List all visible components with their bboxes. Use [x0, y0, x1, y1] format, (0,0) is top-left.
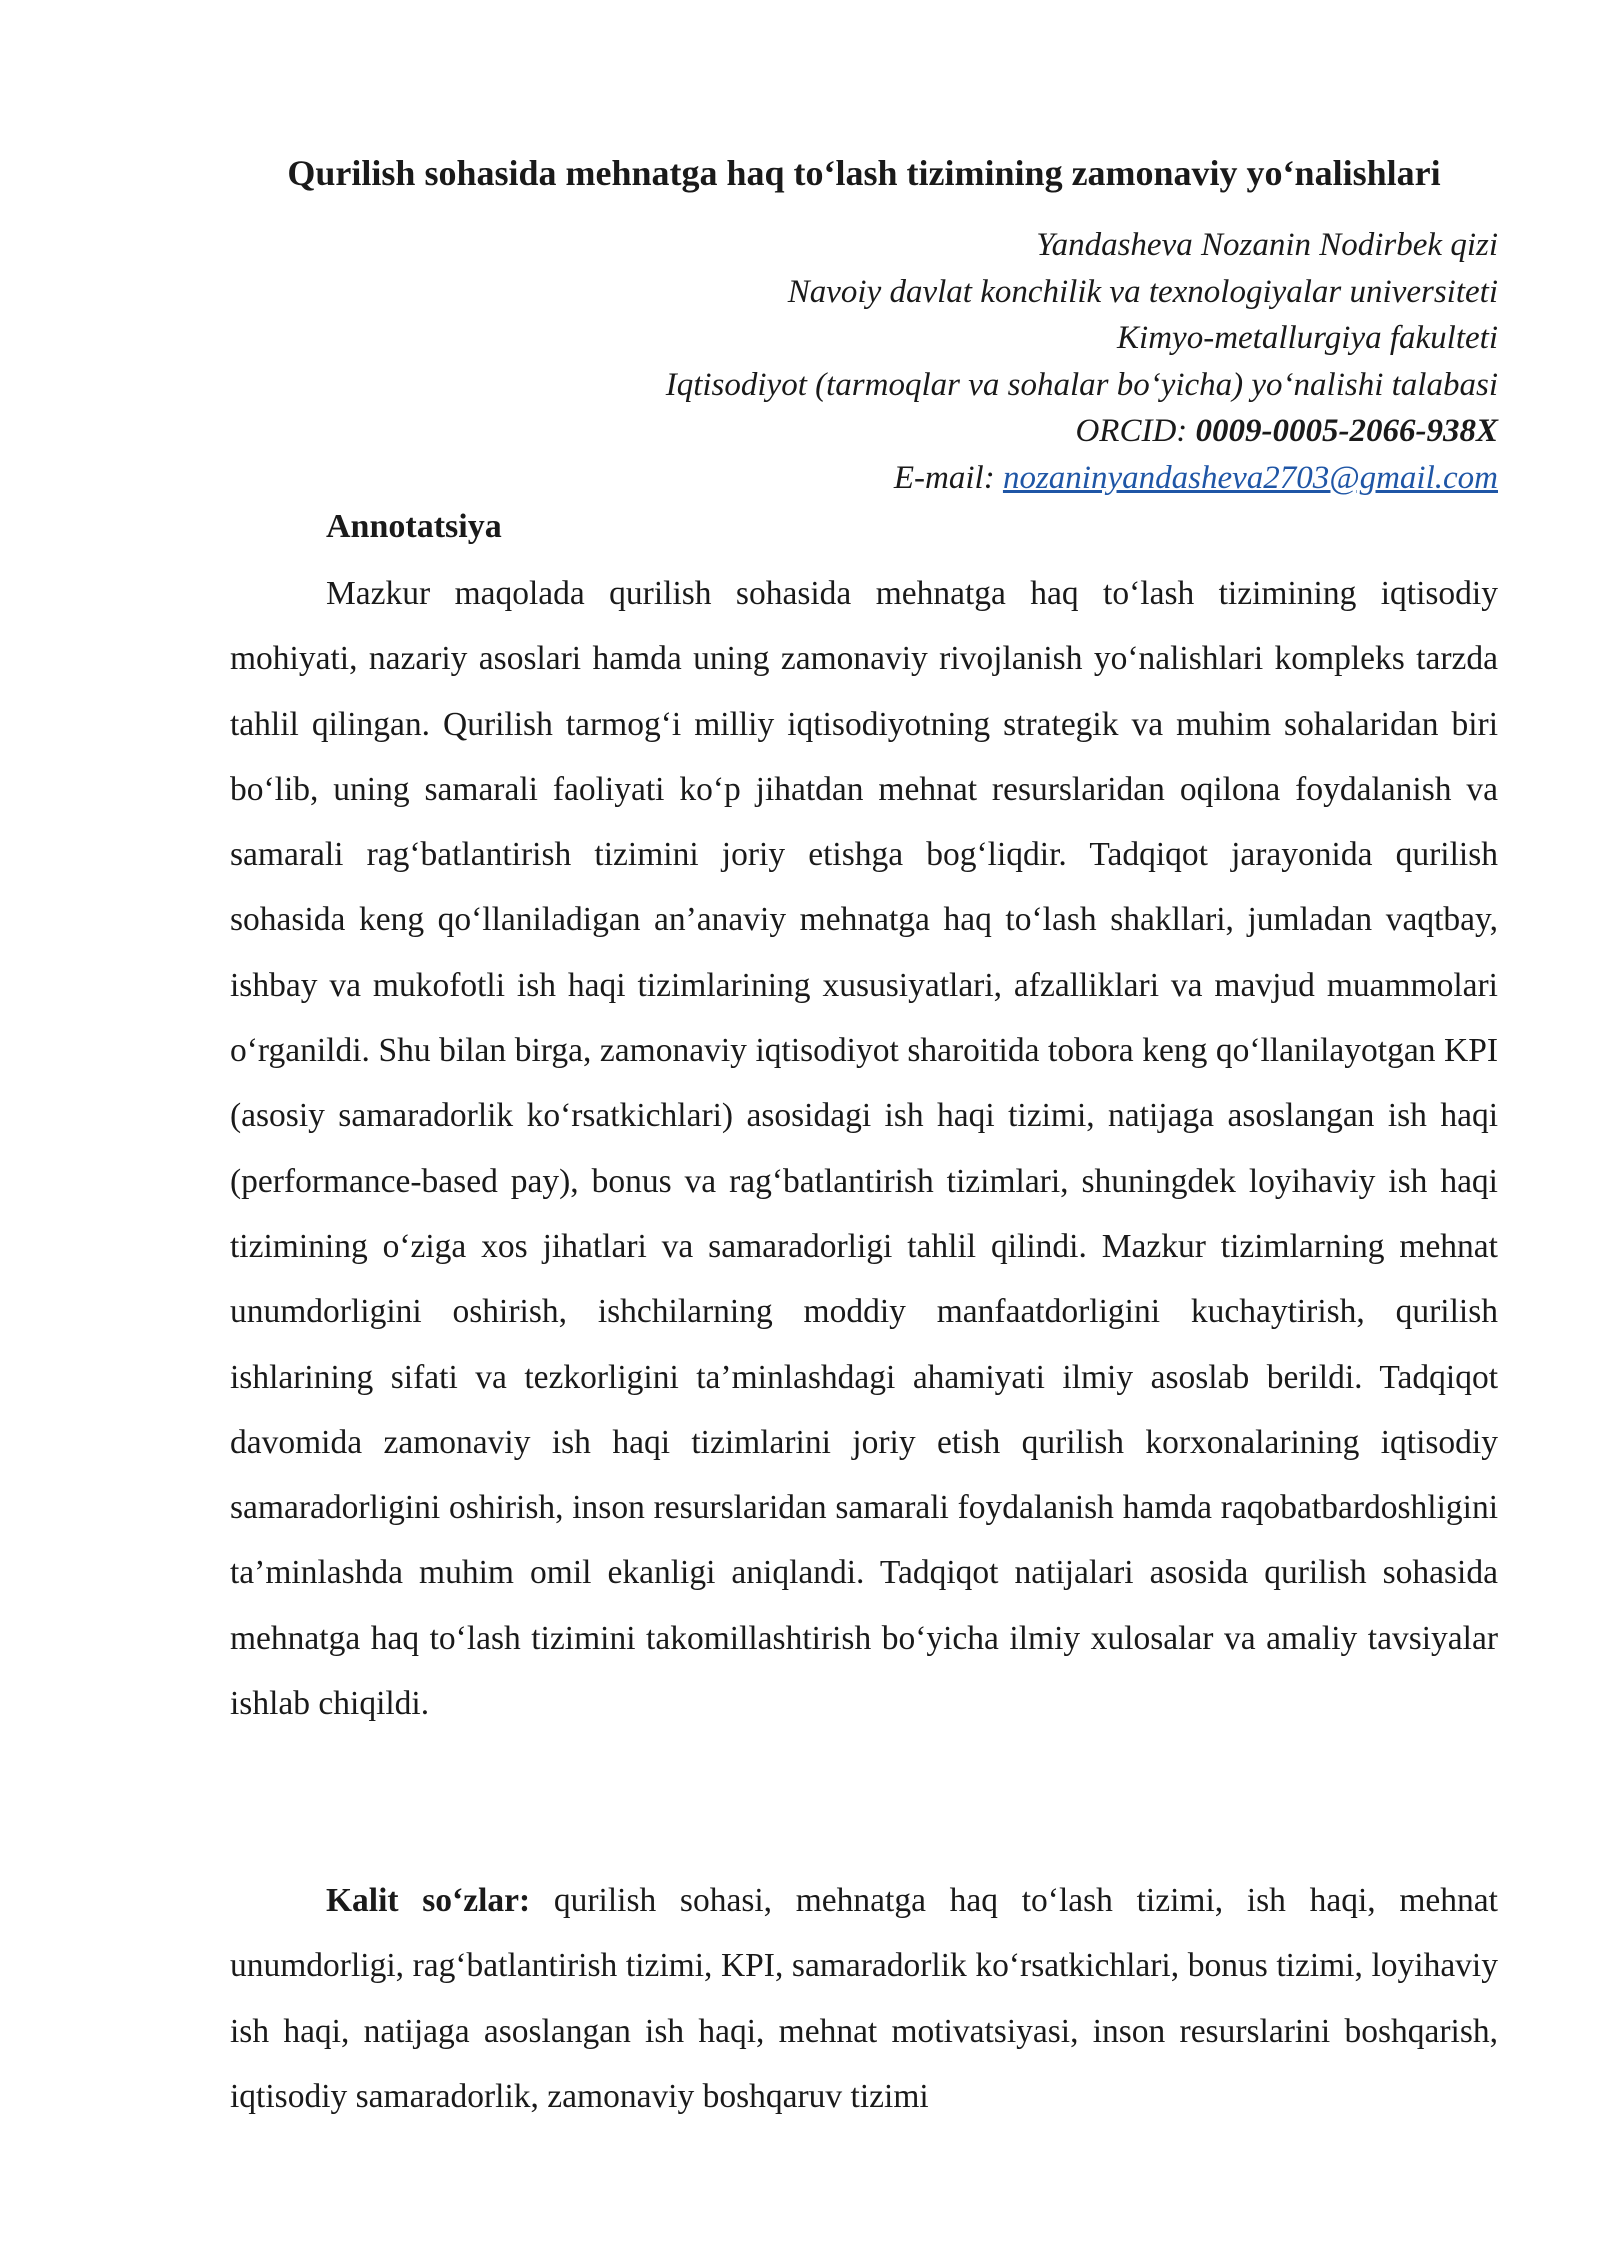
keywords-paragraph [230, 1868, 1498, 2129]
author-program: Iqtisodiyot (tarmoqlar va sohalar bo‘yicha) yo‘nalishi talabasi [665, 366, 1498, 403]
orcid-value: 0009-0005-2066-938X [1195, 413, 1498, 449]
keywords-label: Kalit so‘zlar: [326, 1882, 531, 1919]
author-email [230, 455, 1498, 502]
abstract-paragraph: Mazkur maqolada qurilish sohasida mehnatga haq to‘lash tizimining iqtisodiy mohiyati, nazariy asoslari hamda uning zamonaviy rivojlanish yo‘nalishlari kompleks tarzda tahlil qilingan. Qurilish tarmog‘i milliy iqtisodiyotning strategik va muhim sohalaridan biri bo‘lib, uning samarali faoliyati ko‘p jihatdan mehnat resurslaridan oqilona foydalanish va samarali rag‘batlantirish tizimini joriy etishga bog‘liqdir. Tadqiqot jarayonida qurilish sohasida keng qo‘llaniladigan an’anaviy mehnatga haq to‘lash shakllari, jumladan vaqtbay, ishbay va mukofotli ish haqi tizimlarining xususiyatlari, afzalliklari va mavjud muammolari o‘rganildi. Shu bilan birga, zamonaviy iqtisodiyot sharoitida tobora keng qo‘llanilayotgan KPI (asosiy samaradorlik ko‘rsatkichlari) asosidagi ish haqi tizimi, natijaga asoslangan ish haqi (performance-based pay), bonus va rag‘batlantirish tizimlari, shuningdek loyihaviy ish haqi tizimining o‘ziga xos jihatlari va samaradorligi tahlil qilindi. Mazkur tizimlarning mehnat unumdorligini oshirish, ishchilarning moddiy manfaatdorligini kuchaytirish, qurilish ishlarining sifati va tezkorligini ta’minlashdagi ahamiyati ilmiy asoslab berildi. Tadqiqot davomida zamonaviy ish haqi tizimlarini joriy etish qurilish korxonalarining iqtisodiy samaradorligini oshirish, inson resurslaridan samarali foydalanish hamda raqobatbardoshligini ta’minlashda muhim omil ekanligi aniqlandi. Tadqiqot natijalari asosida qurilish sohasida mehnatga haq to‘lash tizimini takomillashtirish bo‘yicha ilmiy xulosalar va amaliy tavsiyalar ishlab chiqildi. [230, 575, 1498, 1723]
author-faculty: Kimyo-metallurgiya fakulteti [1117, 320, 1498, 356]
email-link[interactable]: nozaninyandasheva2703@gmail.com [1002, 459, 1498, 496]
abstract-heading: Annotatsiya [326, 508, 502, 545]
author-orcid [230, 408, 1498, 455]
email-label: E-mail: [893, 459, 1003, 496]
keywords-list: qurilish sohasi, mehnatga haq to‘lash tizimi, ish haqi, mehnat unumdorligi, rag‘batlantirish tizimi, KPI, samaradorlik ko‘rsatkichlari, bonus tizimi, loyihaviy ish haqi, natijaga asoslangan ish haqi, mehnat motivatsiyasi, inson resurslarini boshqarish, iqtisodiy samaradorlik, zamonaviy boshqaruv tizimi [230, 1882, 1498, 2115]
author-university: Navoiy davlat konchilik va texnologiyalar universiteti [787, 273, 1498, 310]
author-info [230, 222, 1498, 501]
orcid-label: ORCID: [1075, 413, 1196, 449]
paper-title: Qurilish sohasida mehnatga haq to‘lash tizimining zamonaviy yo‘nalishlari [287, 153, 1441, 193]
author-name: Yandasheva Nozanin Nodirbek qizi [1036, 227, 1498, 263]
